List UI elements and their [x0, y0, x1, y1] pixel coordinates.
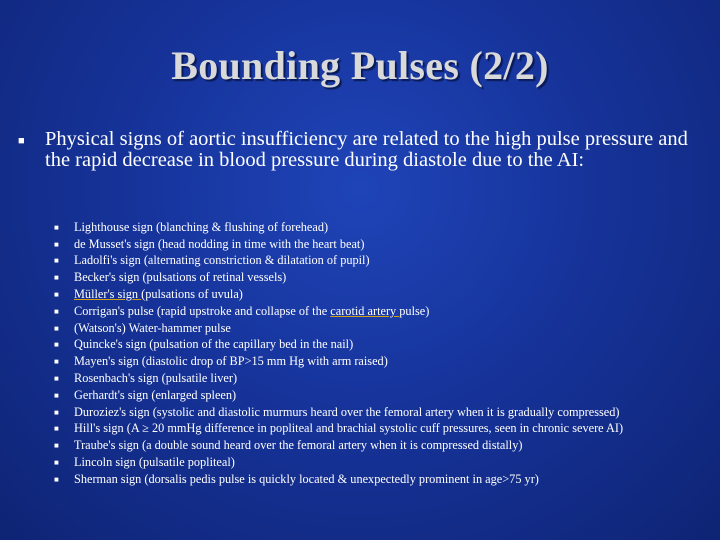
- sign-list-item: [54, 219, 714, 236]
- bullet-square-icon: ■: [54, 323, 59, 333]
- bullet-square-icon: ■: [54, 458, 59, 468]
- slide-title: Bounding Pulses (2/2): [171, 43, 549, 88]
- sign-text: Rosenbach's sign (pulsatile liver): [74, 371, 238, 386]
- bullet-square-icon: ■: [54, 222, 59, 232]
- sign-text-after: pulse): [399, 303, 430, 318]
- sign-text: Lighthouse sign (blanching & flushing of forehead): [74, 219, 329, 234]
- sign-text: Hill's sign (A ≥ 20 mmHg difference in popliteal and brachial systolic cuff pressures, seen in chronic severe AI): [74, 421, 624, 436]
- bullet-square-icon: ■: [54, 273, 59, 283]
- sign-list-item: [54, 421, 714, 438]
- main-bullet-item: [18, 129, 698, 171]
- sign-list-item: [54, 236, 714, 253]
- sign-text: Ladolfi's sign (alternating constriction & dilatation of pupil): [74, 253, 370, 268]
- sign-list-item: [54, 303, 714, 320]
- sign-list-item: [54, 471, 714, 488]
- bullet-square-icon: ■: [54, 474, 59, 484]
- sign-text: Lincoln sign (pulsatile popliteal): [74, 455, 235, 470]
- bullet-square-icon: ■: [54, 306, 59, 316]
- sign-list-item: [54, 353, 714, 370]
- main-bullet-text: Physical signs of aortic insufficiency are related to the high pulse pressure and the rapid decrease in blood pressure during diastole due to the AI:: [45, 128, 688, 171]
- bullet-square-icon: ■: [54, 407, 59, 417]
- bullet-square-icon: ■: [54, 357, 59, 367]
- sign-list-item: [54, 454, 714, 471]
- sign-list-item: [54, 337, 714, 354]
- bullet-square-icon: ■: [54, 441, 59, 451]
- sign-hyperlink[interactable]: carotid artery: [330, 303, 400, 318]
- sign-text: Sherman sign (dorsalis pedis pulse is quickly located & unexpectedly prominent in age>75 yr): [74, 471, 539, 486]
- sign-text: Gerhardt's sign (enlarged spleen): [74, 387, 237, 402]
- sign-list-item: [54, 286, 714, 303]
- sign-text: [74, 304, 429, 319]
- sign-text: Traube's sign (a double sound heard over the femoral artery when it is compressed distally): [74, 438, 523, 453]
- sign-list-item: [54, 253, 714, 270]
- bullet-square-icon: ■: [54, 290, 59, 300]
- sign-list-item: [54, 404, 714, 421]
- sign-text: Duroziez's sign (systolic and diastolic murmurs heard over the femoral artery when it is gradually compressed): [74, 404, 620, 419]
- sign-text: [74, 287, 243, 302]
- sign-list-item: [54, 320, 714, 337]
- sign-list-item: [54, 387, 714, 404]
- sign-list-item: [54, 370, 714, 387]
- sign-list-item: [54, 437, 714, 454]
- bullet-square-icon: ■: [54, 374, 59, 384]
- sign-hyperlink[interactable]: Müller's sign: [74, 287, 142, 302]
- sign-text: (Watson's) Water-hammer pulse: [74, 320, 231, 335]
- bullet-square-icon: ■: [18, 135, 25, 147]
- sign-text: Quincke's sign (pulsation of the capillary bed in the nail): [74, 337, 354, 352]
- bullet-square-icon: ■: [54, 424, 59, 434]
- bullet-square-icon: ■: [54, 256, 59, 266]
- bullet-square-icon: ■: [54, 340, 59, 350]
- sign-text: Mayen's sign (diastolic drop of BP>15 mm Hg with arm raised): [74, 354, 388, 369]
- sign-list-item: [54, 269, 714, 286]
- bullet-square-icon: ■: [54, 239, 59, 249]
- sign-text: de Musset's sign (head nodding in time with the heart beat): [74, 236, 365, 251]
- bullet-square-icon: ■: [54, 390, 59, 400]
- sign-text: Becker's sign (pulsations of retinal vessels): [74, 270, 287, 285]
- signs-list: [54, 219, 714, 488]
- sign-text-after: (pulsations of uvula): [141, 287, 243, 302]
- sign-text-before: Corrigan's pulse (rapid upstroke and collapse of the: [74, 303, 331, 318]
